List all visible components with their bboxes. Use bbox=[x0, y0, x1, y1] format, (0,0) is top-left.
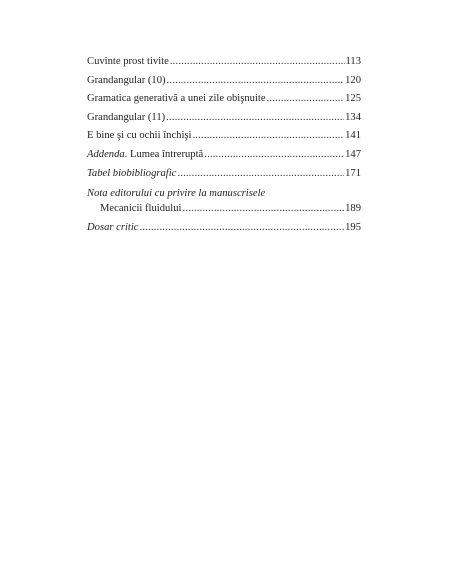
toc-entry-title-rest: . Lumea întreruptă bbox=[124, 148, 204, 160]
toc-entry-page: 195 bbox=[345, 221, 361, 233]
toc-entry-page: 125 bbox=[345, 93, 361, 104]
toc-entry-page: 113 bbox=[345, 56, 361, 67]
toc-entry-title bbox=[87, 146, 203, 165]
toc-leader-dots bbox=[204, 146, 344, 165]
toc-leader-dots bbox=[183, 201, 345, 217]
toc-entry bbox=[87, 127, 361, 146]
toc-entry-page: 141 bbox=[345, 130, 361, 141]
toc-entry-title: E bine şi cu ochii închişi bbox=[87, 130, 192, 141]
toc-entry-title: Grandangular (11) bbox=[87, 111, 166, 123]
toc-leader-dots bbox=[192, 127, 344, 146]
toc-entry-title: Nota editorului cu privire la manuscrisele bbox=[87, 187, 266, 199]
toc-entry bbox=[87, 219, 361, 238]
toc-entry-page: 147 bbox=[345, 148, 361, 160]
toc-entry-page: 171 bbox=[345, 168, 361, 179]
toc-entry-page: 120 bbox=[345, 74, 361, 86]
toc-entry-title: Dosar critic bbox=[87, 221, 139, 233]
table-of-contents-main bbox=[87, 53, 361, 164]
toc-leader-dots bbox=[267, 90, 345, 109]
toc-leader-dots bbox=[166, 109, 344, 128]
toc-entry bbox=[87, 109, 361, 128]
toc-entry-title-italic: Addenda bbox=[87, 148, 125, 160]
toc-entry bbox=[87, 90, 361, 109]
toc-entry-title-continued: Mecanicii fluidului bbox=[100, 202, 182, 214]
toc-entry bbox=[87, 146, 361, 165]
toc-leader-dots bbox=[170, 53, 345, 72]
toc-entry bbox=[87, 53, 361, 72]
toc-leader-dots bbox=[140, 219, 345, 238]
toc-leader-dots bbox=[167, 72, 345, 91]
toc-entry bbox=[87, 165, 361, 184]
toc-entry-multiline bbox=[87, 187, 361, 217]
toc-entry-title: Grandangular (10) bbox=[87, 74, 166, 86]
table-of-contents-appendix bbox=[87, 165, 361, 237]
toc-entry-page: 134 bbox=[345, 111, 361, 123]
toc-entry bbox=[87, 72, 361, 91]
toc-entry-page: 189 bbox=[345, 202, 361, 214]
toc-entry-title: Tabel biobibliografic bbox=[87, 168, 177, 179]
toc-entry-continuation bbox=[87, 201, 361, 217]
toc-entry-title: Cuvinte prost tivite bbox=[87, 56, 169, 67]
toc-entry-title: Gramatica generativă a unei zile obişnuite bbox=[87, 93, 266, 104]
toc-leader-dots bbox=[177, 165, 344, 184]
